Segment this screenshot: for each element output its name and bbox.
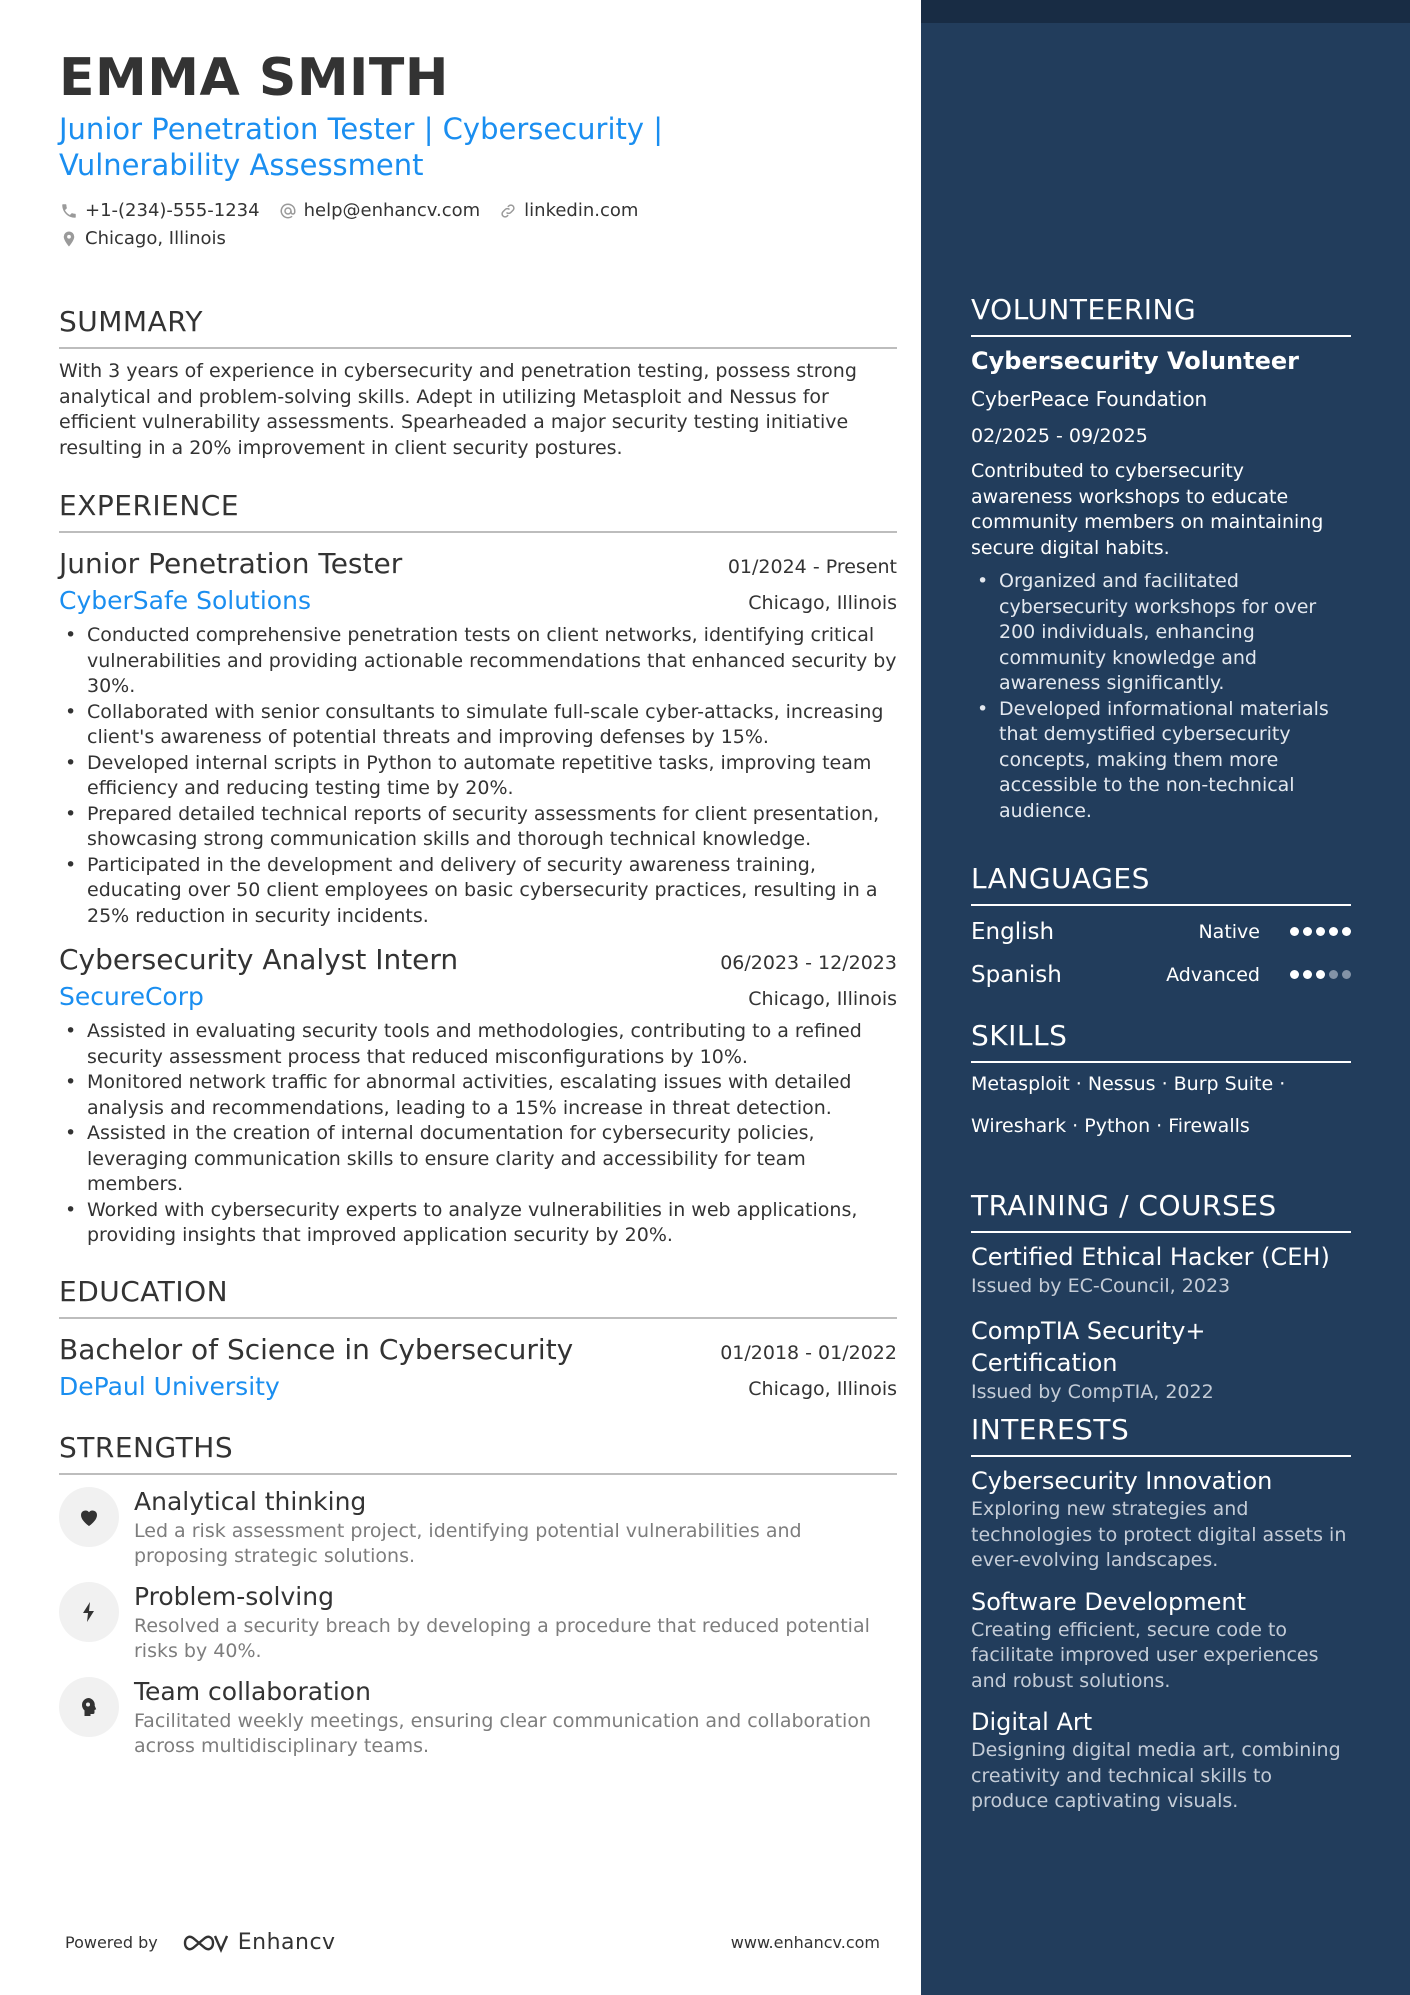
training-title: TRAINING / COURSES xyxy=(971,1189,1351,1233)
location-text: Chicago, Illinois xyxy=(85,228,226,249)
rating-dot-filled xyxy=(1303,970,1312,979)
education-entry xyxy=(59,1331,897,1405)
enhancv-logo[interactable] xyxy=(182,1930,336,1955)
course-item xyxy=(971,1241,1351,1299)
course-item xyxy=(971,1315,1351,1405)
education-section xyxy=(59,1275,897,1405)
strength-title: Team collaboration xyxy=(134,1676,371,1706)
degree: Bachelor of Science in Cybersecurity xyxy=(59,1332,574,1366)
language-item xyxy=(971,953,1351,996)
interest-item xyxy=(971,1586,1351,1695)
experience-title: EXPERIENCE xyxy=(59,489,897,533)
rating-dot-filled xyxy=(1316,927,1325,936)
location-pin-icon xyxy=(59,229,79,249)
bullet-item: • Developed internal scripts in Python to automate repetitive tasks, improving team efficiency and reducing testing time by 20%. xyxy=(59,751,897,802)
volunteer-desc: Contributed to cybersecurity awareness workshops to educate community members on maintaining secure digital habits. xyxy=(971,460,1324,559)
strength-desc: Resolved a security breach by developing a procedure that reduced potential risks by 40%. xyxy=(134,1614,870,1662)
bullet-item: • Participated in the development and delivery of security awareness training, educating over 50 client employees on basic cybersecurity practices, resulting in a 25% reduction in security incidents. xyxy=(59,853,897,930)
languages-title: LANGUAGES xyxy=(971,862,1351,906)
strength-item xyxy=(59,1580,897,1665)
skills-title: SKILLS xyxy=(971,1019,1351,1063)
job-entry xyxy=(59,941,897,1249)
brand-name: Enhancv xyxy=(237,1930,336,1955)
strength-item xyxy=(59,1675,897,1760)
lightning-icon xyxy=(59,1582,119,1642)
rating-dot-filled xyxy=(1303,927,1312,936)
education-dates: 01/2018 - 01/2022 xyxy=(720,1341,897,1364)
summary-text: With 3 years of experience in cybersecurity and penetration testing, possess strong analytical and problem-solving skills. Adept in utilizing Metasploit and Nessus for efficient vulnerability assessments. Spearheaded a major security testing initiative resulting in a 20% improvement in client security postures. xyxy=(59,360,857,459)
powered-by-label: Powered by xyxy=(65,1933,158,1952)
heart-icon xyxy=(59,1487,119,1547)
volunteer-dates: 02/2025 - 09/2025 xyxy=(971,425,1148,447)
strengths-section xyxy=(59,1431,897,1760)
language-rating xyxy=(1290,970,1351,979)
training-section xyxy=(971,1189,1351,1405)
interests-section xyxy=(971,1413,1351,1815)
job-location: Chicago, Illinois xyxy=(748,988,897,1010)
phone-contact[interactable] xyxy=(59,197,260,225)
enhancv-logo-icon xyxy=(182,1932,228,1954)
job-dates: 06/2023 - 12/2023 xyxy=(720,952,897,974)
interest-title: Digital Art xyxy=(971,1708,1093,1736)
volunteer-role: Cybersecurity Volunteer xyxy=(971,347,1299,375)
rating-dot-empty xyxy=(1342,970,1351,979)
volunteer-org: CyberPeace Foundation xyxy=(971,387,1208,411)
bullet-item: • Monitored network traffic for abnormal activities, escalating issues with detailed analysis and recommendations, leading to a 15% increase in threat detection. xyxy=(59,1070,897,1121)
link-icon xyxy=(498,201,518,221)
interest-desc: Creating efficient, secure code to facilitate improved user experiences and robust solutions. xyxy=(971,1618,1319,1692)
interest-desc: Exploring new strategies and technologies to protect digital assets in ever-evolving landscapes. xyxy=(971,1498,1347,1571)
at-icon xyxy=(278,201,298,221)
interest-title: Software Development xyxy=(971,1587,1246,1616)
strength-item xyxy=(59,1485,897,1570)
language-name: Spanish xyxy=(971,961,1062,988)
language-item xyxy=(971,910,1351,953)
bullet-item: • Collaborated with senior consultants to simulate full-scale cyber-attacks, increasing client's awareness of potential threats and improving defenses by 15%. xyxy=(59,700,897,751)
linkedin-text: linkedin.com xyxy=(524,200,639,221)
rating-dot-empty xyxy=(1329,970,1338,979)
course-title: CompTIA Security+ Certification xyxy=(971,1317,1206,1377)
job-title: Junior Penetration Tester xyxy=(59,547,403,580)
job-bullets xyxy=(59,623,897,929)
rating-dot-filled xyxy=(1342,927,1351,936)
bullet-item: • Organized and facilitated cybersecurity workshops for over 200 individuals, enhancing community knowledge and awareness significantly. xyxy=(971,569,1351,697)
interest-desc: Designing digital media art, combining creativity and technical skills to produce captivating visuals. xyxy=(971,1739,1341,1812)
strengths-title: STRENGTHS xyxy=(59,1431,897,1475)
language-level: Advanced xyxy=(1166,963,1260,986)
volunteering-section xyxy=(971,293,1351,824)
summary-title: SUMMARY xyxy=(59,305,897,349)
rating-dot-filled xyxy=(1290,927,1299,936)
interest-item xyxy=(971,1465,1351,1574)
bullet-item: • Conducted comprehensive penetration tests on client networks, identifying critical vulnerabilities and providing actionable recommendations that enhanced security by 30%. xyxy=(59,623,897,700)
language-name: English xyxy=(971,918,1055,945)
rating-dot-filled xyxy=(1329,927,1338,936)
languages-section xyxy=(971,862,1351,996)
strength-desc: Led a risk assessment project, identifying potential vulnerabilities and proposing strategic solutions. xyxy=(134,1519,802,1567)
sidebar xyxy=(921,0,1410,1995)
volunteering-title: VOLUNTEERING xyxy=(971,293,1351,337)
interest-title: Cybersecurity Innovation xyxy=(971,1467,1273,1495)
skills-line: Wireshark · Python · Firewalls xyxy=(971,1115,1250,1137)
bullet-item: • Assisted in evaluating security tools and methodologies, contributing to a refined security assessment process that reduced misconfigurations by 10%. xyxy=(59,1019,897,1070)
job-company[interactable]: CyberSafe Solutions xyxy=(59,586,311,615)
language-level: Native xyxy=(1198,920,1260,943)
strength-desc: Facilitated weekly meetings, ensuring clear communication and collaboration across multidisciplinary teams. xyxy=(134,1709,872,1757)
course-issuer: Issued by EC-Council, 2023 xyxy=(971,1275,1231,1297)
interests-title: INTERESTS xyxy=(971,1413,1351,1457)
skills-section xyxy=(971,1019,1351,1147)
powered-by xyxy=(65,1930,336,1955)
job-company[interactable]: SecureCorp xyxy=(59,982,204,1011)
job-bullets xyxy=(59,1019,897,1249)
volunteer-bullets xyxy=(971,569,1351,824)
bullet-item: • Assisted in the creation of internal documentation for cybersecurity policies, leveraging communication skills to ensure clarity and accessibility for team members. xyxy=(59,1121,897,1198)
job-entry xyxy=(59,545,897,929)
sidebar-top-bar xyxy=(921,0,1410,23)
phone-text: +1-(234)-555-1234 xyxy=(85,200,260,221)
contact-info xyxy=(59,197,897,253)
job-dates: 01/2024 - Present xyxy=(727,556,897,578)
strength-title: Problem-solving xyxy=(134,1581,334,1611)
footer xyxy=(65,1930,880,1955)
education-title: EDUCATION xyxy=(59,1275,897,1319)
job-title: Cybersecurity Analyst Intern xyxy=(59,943,459,976)
email-text: help@enhancv.com xyxy=(303,200,481,221)
strength-title: Analytical thinking xyxy=(134,1486,367,1516)
experience-section xyxy=(59,489,897,1249)
brain-head-icon xyxy=(59,1677,119,1737)
bullet-item: • Prepared detailed technical reports of security assessments for client presentation, showcasing strong communication skills and thorough technical knowledge. xyxy=(59,802,897,853)
interest-item xyxy=(971,1706,1351,1815)
candidate-name: EMMA SMITH xyxy=(59,48,449,108)
bullet-item: • Developed informational materials that demystified cybersecurity concepts, making them more accessible to the non-technical audience. xyxy=(971,697,1351,825)
course-title: Certified Ethical Hacker (CEH) xyxy=(971,1243,1330,1271)
job-location: Chicago, Illinois xyxy=(748,592,897,614)
school-location: Chicago, Illinois xyxy=(748,1377,897,1400)
bullet-item: • Worked with cybersecurity experts to analyze vulnerabilities in web applications, providing insights that improved application security by 20%. xyxy=(59,1198,897,1249)
course-issuer: Issued by CompTIA, 2022 xyxy=(971,1381,1214,1403)
phone-icon xyxy=(59,201,79,221)
location-contact xyxy=(59,225,226,253)
rating-dot-filled xyxy=(1290,970,1299,979)
language-rating xyxy=(1290,927,1351,936)
email-contact[interactable] xyxy=(278,197,481,225)
linkedin-contact[interactable] xyxy=(498,197,638,225)
skills-line: Metasploit · Nessus · Burp Suite · xyxy=(971,1073,1286,1095)
website-link[interactable]: www.enhancv.com xyxy=(730,1933,880,1952)
rating-dot-filled xyxy=(1316,970,1325,979)
headline: Junior Penetration Tester | Cybersecurity | Vulnerability Assessment xyxy=(59,112,664,182)
summary-section xyxy=(59,305,897,461)
school-name[interactable]: DePaul University xyxy=(59,1371,280,1401)
